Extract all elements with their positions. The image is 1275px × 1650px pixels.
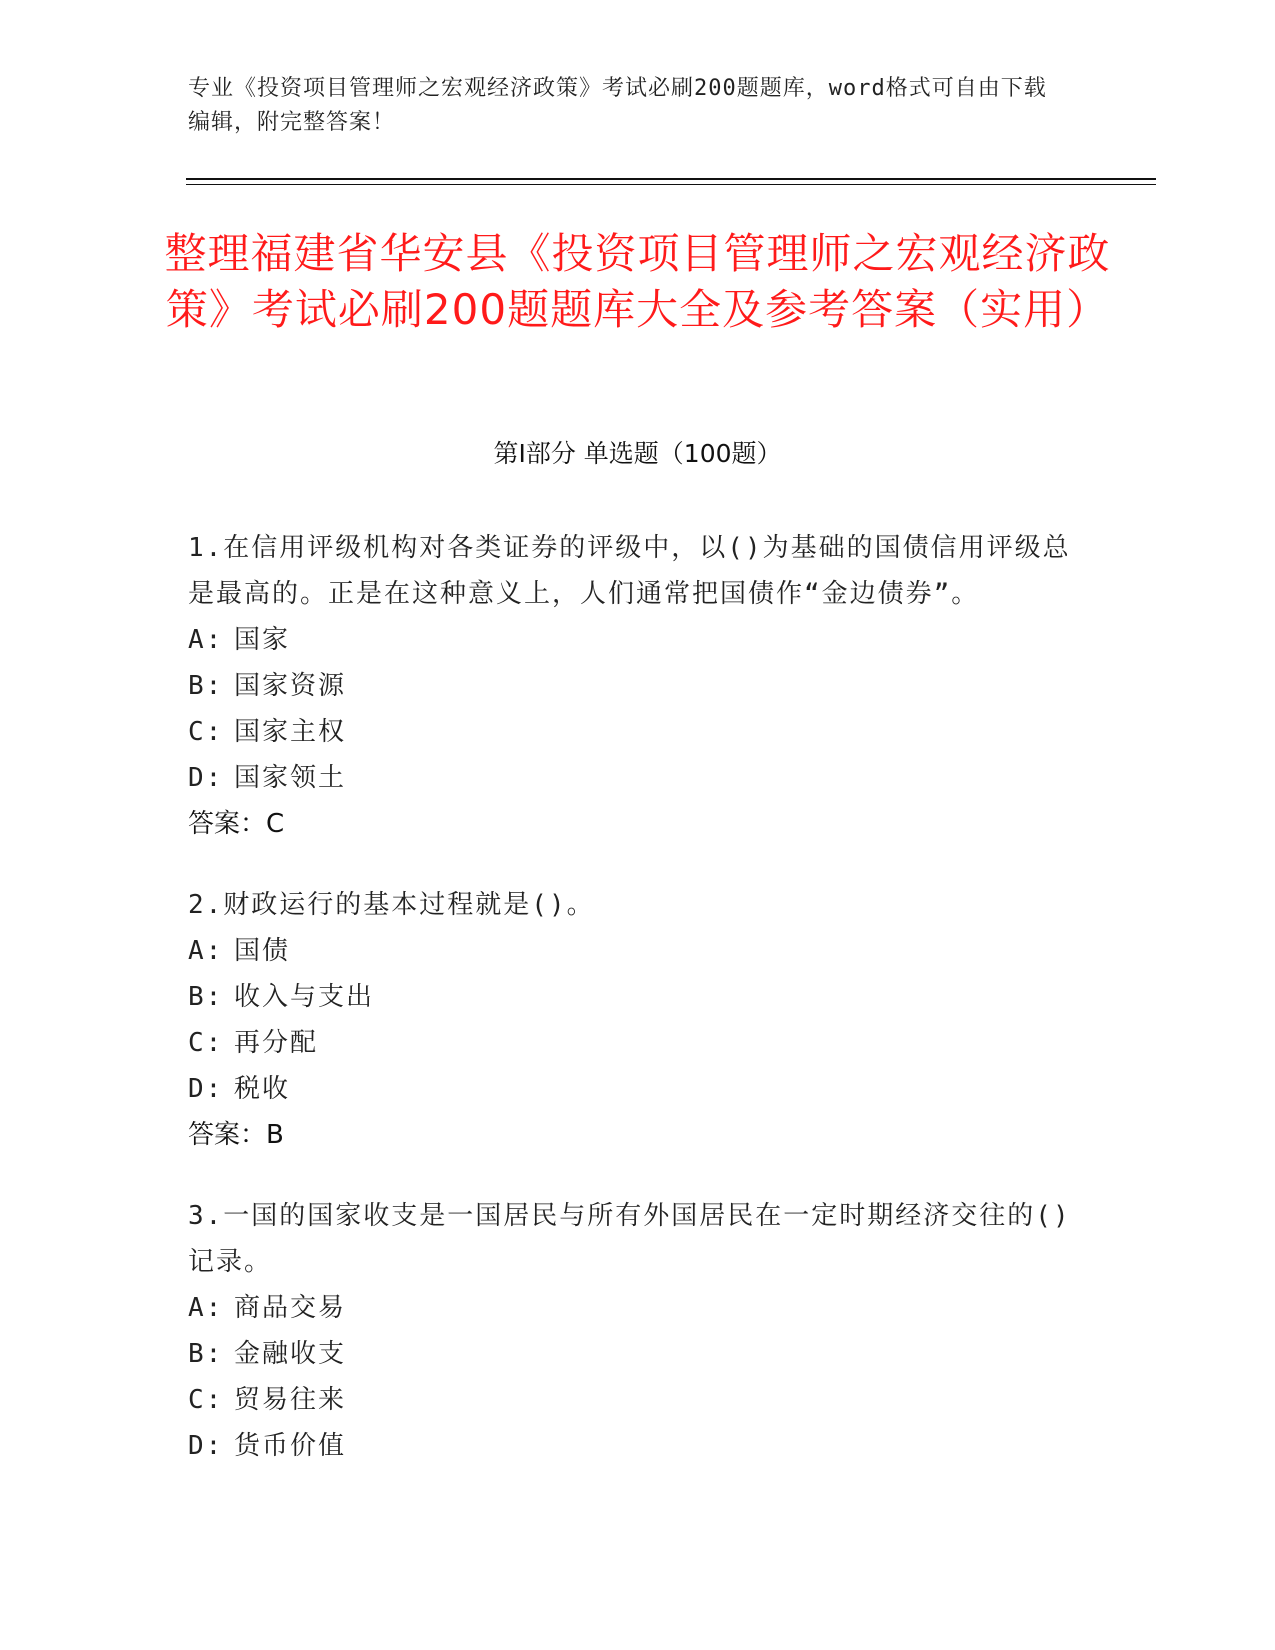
option-letter: B: (188, 1339, 224, 1369)
question-item (188, 882, 1088, 1158)
question-stem: 3.一国的国家收支是一国居民与所有外国居民在一定时期经济交往的()记录。 (188, 1201, 1071, 1277)
option-text: 国家主权 (234, 717, 347, 747)
option-d (188, 755, 1088, 801)
option-text: 再分配 (234, 1028, 319, 1058)
answer-line: 答案：C (188, 809, 285, 839)
option-b (188, 663, 1088, 709)
option-text: 金融收支 (234, 1339, 347, 1369)
option-letter: A: (188, 625, 224, 655)
option-text: 国家 (234, 625, 291, 655)
question-item (188, 1193, 1088, 1469)
option-text: 税收 (234, 1074, 291, 1104)
option-a (188, 617, 1088, 663)
option-d (188, 1066, 1088, 1112)
option-text: 国家资源 (234, 671, 347, 701)
option-letter: A: (188, 936, 224, 966)
question-stem: 2.财政运行的基本过程就是()。 (188, 890, 595, 920)
option-c (188, 1020, 1088, 1066)
option-letter: D: (188, 1431, 224, 1461)
option-b (188, 974, 1088, 1020)
option-text: 国家领土 (234, 763, 347, 793)
option-b (188, 1331, 1088, 1377)
question-item (188, 525, 1088, 847)
option-letter: A: (188, 1293, 224, 1323)
option-text: 商品交易 (234, 1293, 347, 1323)
header-divider-thin (186, 184, 1156, 185)
option-a (188, 928, 1088, 974)
question-stem: 1.在信用评级机构对各类证券的评级中，以()为基础的国债信用评级总是最高的。正是在这种意义上，人们通常把国债作“金边债券”。 (188, 533, 1071, 609)
option-c (188, 1377, 1088, 1423)
header-divider-thick (186, 178, 1156, 180)
option-letter: B: (188, 982, 224, 1012)
option-text: 国债 (234, 936, 291, 966)
option-d (188, 1423, 1088, 1469)
option-text: 贸易往来 (234, 1385, 347, 1415)
header-note: 专业《投资项目管理师之宏观经济政策》考试必刷200题题库，word格式可自由下载编辑，附完整答案！ (188, 76, 1047, 135)
option-letter: D: (188, 1074, 224, 1104)
section-heading: 第I部分 单选题（100题） (493, 439, 782, 468)
option-a (188, 1285, 1088, 1331)
option-letter: C: (188, 1385, 224, 1415)
answer-line: 答案：B (188, 1120, 284, 1150)
option-text: 货币价值 (234, 1431, 347, 1461)
option-letter: D: (188, 763, 224, 793)
option-c (188, 709, 1088, 755)
option-letter: C: (188, 717, 224, 747)
option-text: 收入与支出 (234, 982, 375, 1012)
question-list (188, 525, 1088, 1504)
option-letter: C: (188, 1028, 224, 1058)
document-title: 整理福建省华安县《投资项目管理师之宏观经济政策》考试必刷200题题库大全及参考答案（实用） (164, 229, 1111, 334)
option-letter: B: (188, 671, 224, 701)
